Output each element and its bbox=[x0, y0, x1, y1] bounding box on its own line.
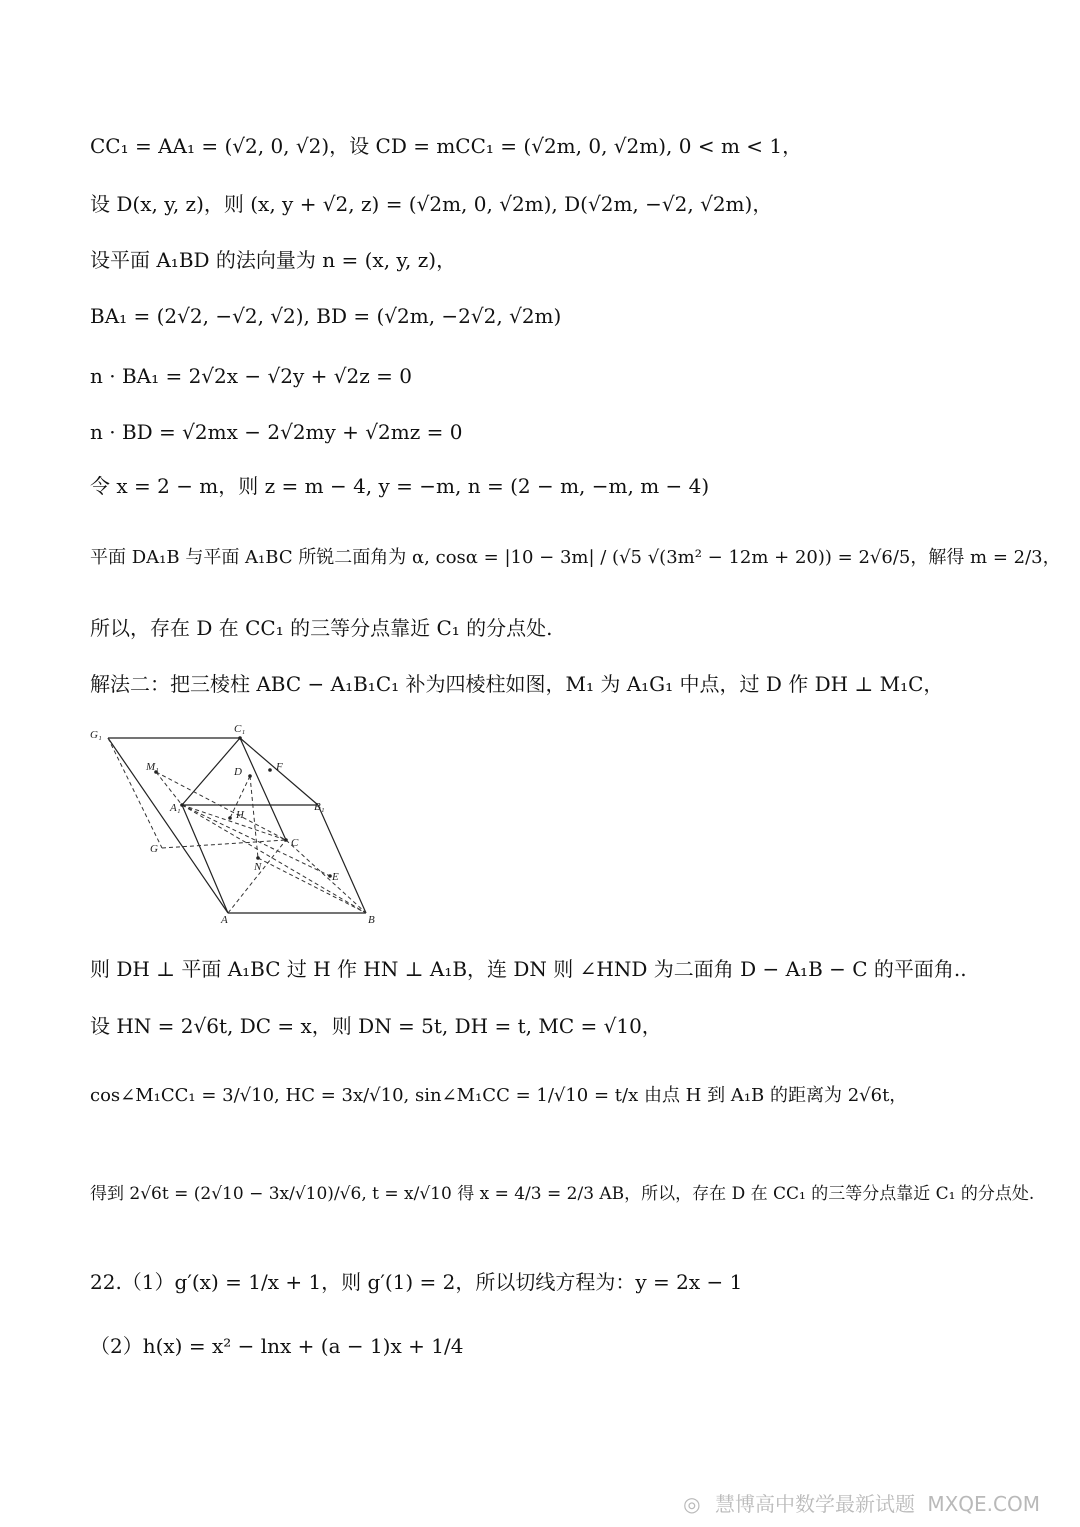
label-g: G bbox=[150, 843, 158, 855]
label-n: N bbox=[254, 861, 262, 873]
solution-line-14: 得到 2√6t = (2√10 − 3x/√10)/√6, t = x/√10 得 x = 4/3 = 2/3 AB，所以，存在 D 在 CC₁ 的三等分点靠近 C₁ 的分点处. bbox=[90, 1184, 1035, 1204]
label-d: D bbox=[234, 766, 242, 778]
label-c1: C₁ bbox=[234, 723, 246, 735]
solution-line-12: 设 HN = 2√6t, DC = x，则 DN = 5t, DH = t, MC = √10， bbox=[90, 1014, 662, 1038]
prism-figure bbox=[88, 718, 388, 930]
solution-line-3: 设平面 A₁BD 的法向量为 n = (x, y, z)， bbox=[90, 248, 457, 272]
solution-line-4: BA₁ = (2√2, −√2, √2), BD = (√2m, −2√2, √2m) bbox=[90, 304, 562, 328]
label-c: C bbox=[291, 837, 299, 849]
solution-line-6: n · BD = √2mx − 2√2my + √2mz = 0 bbox=[90, 420, 463, 444]
label-b1: B₁ bbox=[314, 801, 325, 813]
label-h: H bbox=[236, 809, 244, 821]
label-f: F bbox=[276, 761, 283, 773]
solution-line-8: 平面 DA₁B 与平面 A₁BC 所锐二面角为 α, cosα = |10 − 3m| / (√5 √(3m² − 12m + 20)) = 2√6/5，解得 m = 2/3， bbox=[90, 547, 1061, 568]
label-a: A bbox=[221, 914, 228, 926]
label-b: B bbox=[368, 914, 375, 926]
wechat-icon: ◎ bbox=[683, 1492, 701, 1516]
label-m1: M₁ bbox=[146, 761, 159, 773]
watermark bbox=[683, 1488, 1040, 1517]
watermark-text: 慧博高中数学最新试题 bbox=[714, 1492, 915, 1516]
solution-line-11: 则 DH ⊥ 平面 A₁BC 过 H 作 HN ⊥ A₁B，连 DN 则 ∠HND 为二面角 D − A₁B − C 的平面角.. bbox=[90, 957, 967, 981]
label-e: E bbox=[332, 871, 339, 883]
label-g1: G₁ bbox=[90, 729, 102, 741]
solution-line-10: 解法二：把三棱柱 ABC − A₁B₁C₁ 补为四棱柱如图，M₁ 为 A₁G₁ 中点，过 D 作 DH ⊥ M₁C， bbox=[90, 672, 944, 696]
solution-line-5: n · BA₁ = 2√2x − √2y + √2z = 0 bbox=[90, 364, 412, 388]
solution-line-2: 设 D(x, y, z)，则 (x, y + √2, z) = (√2m, 0, √2m), D(√2m, −√2, √2m)， bbox=[90, 192, 773, 216]
solution-line-7: 令 x = 2 − m，则 z = m − 4, y = −m, n = (2 − m, −m, m − 4) bbox=[90, 474, 710, 498]
label-a1: A₁ bbox=[170, 802, 181, 814]
question-22-part-2: （2）h(x) = x² − lnx + (a − 1)x + 1/4 bbox=[90, 1334, 464, 1358]
solution-line-9: 所以，存在 D 在 CC₁ 的三等分点靠近 C₁ 的分点处. bbox=[90, 616, 553, 640]
solution-line-13: cos∠M₁CC₁ = 3/√10, HC = 3x/√10, sin∠M₁CC = 1/√10 = t/x 由点 H 到 A₁B 的距离为 2√6t， bbox=[90, 1085, 908, 1106]
watermark-site: MXQE.COM bbox=[927, 1492, 1040, 1516]
question-22-part-1: 22.（1）g′(x) = 1/x + 1，则 g′(1) = 2，所以切线方程为：y = 2x − 1 bbox=[90, 1270, 743, 1294]
solution-line-1: CC₁ = AA₁ = (√2, 0, √2)，设 CD = mCC₁ = (√2m, 0, √2m), 0 < m < 1， bbox=[90, 134, 803, 158]
